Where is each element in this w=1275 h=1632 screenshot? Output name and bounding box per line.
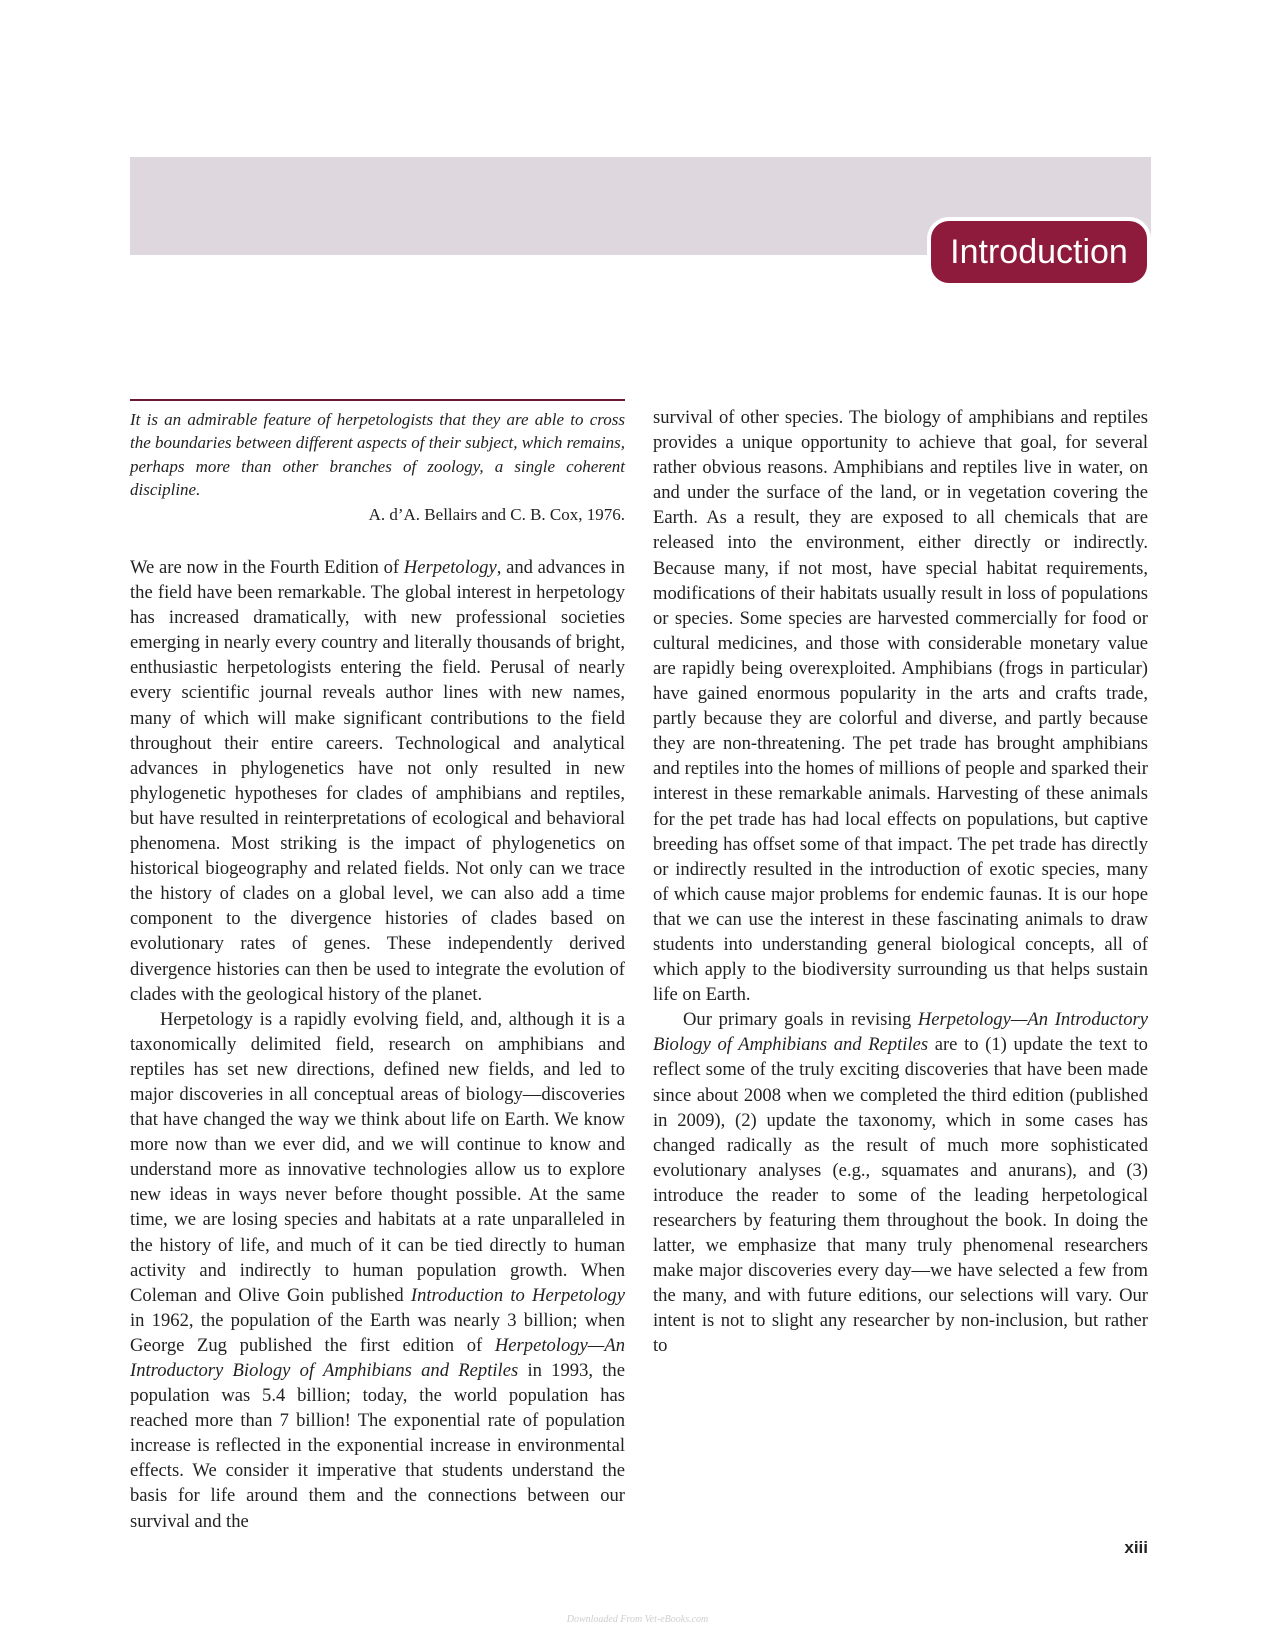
paragraph-3: Our primary goals in revising Herpetology—An Introductory Biology of Amphibians and Reptiles are to (1) update the text to reflect some of the truly exciting discoveries that have been made since about 2008 when we completed the third edition (published in 2009), (2) update the taxonomy, which in some cases has changed radically as the result of much more sophisticated evolutionary analyses (e.g., squamates and anurans), and (3) introduce the reader to some of the leading herpetological researchers by featuring them throughout the book. In doing the latter, we emphasize that many truly phenomenal researchers make major discoveries every day—we have selected a few from the many, and with future editions, our selections will vary. Our intent is not to slight any researcher by non-inclusion, but rather to: [653, 1009, 1148, 1357]
watermark: Downloaded From Vet-eBooks.com: [566, 1614, 709, 1625]
chapter-title: Introduction: [927, 217, 1151, 287]
paragraph-2-continued: survival of other species. The biology of amphibians and reptiles provides a unique opportunity to achieve that goal, for several rather obvious reasons. Amphibians and reptiles live in water, on and under the surface of the land, or in vegetation covering the Earth. As a result, they are exposed to all chemicals that are released into the environment, either directly or indirectly. Because many, if not most, have special habitat requirements, modifications of their habitats usually result in loss of populations or species. Some species are harvested commercially for food or cultural medicines, and those with considerable monetary value are rapidly being overexploited. Amphibians (frogs in particular) have gained enormous popularity in the arts and crafts trade, partly because they are colorful and diverse, and partly because they are non-threatening. The pet trade has brought amphibians and reptiles into the homes of millions of people and sparked their interest in these remarkable animals. Harvesting of these animals for the pet trade has had local effects on populations, but captive breeding has offset some of that impact. The pet trade has directly or indirectly resulted in the introduction of exotic species, many of which cause major problems for endemic faunas. It is our hope that we can use the interest in these fascinating animals to draw students into understanding general biological concepts, all of which apply to the biodiversity surrounding us that helps sustain life on Earth.: [653, 407, 1148, 1006]
text-column-right: [653, 405, 1148, 1359]
paragraph-2: Herpetology is a rapidly evolving field, and, although it is a taxonomically delimited field, research on amphibians and reptiles has set new directions, defined new fields, and led to major discoveries in all conceptual areas of biology—discoveries that have changed the way we think about life on Earth. We know more now than we ever did, and we will continue to know and understand more as innovative technologies allow us to explore new ideas in ways never before thought possible. At the same time, we are losing species and habitats at a rate unparalleled in the history of life, and much of it can be tied directly to human activity and indirectly to human population growth. When Coleman and Olive Goin published Introduction to Herpetology in 1962, the population of the Earth was nearly 3 billion; when George Zug published the first edition of Herpetology—An Introductory Biology of Amphibians and Reptiles in 1993, the population was 5.4 billion; today, the world population has reached more than 7 billion! The exponential rate of population increase is reflected in the exponential increase in environmental effects. We consider it imperative that students understand the basis for life around them and the connections between our survival and the: [130, 1008, 625, 1532]
epigraph-attribution: A. d’A. Bellairs and C. B. Cox, 1976.: [368, 505, 625, 525]
epigraph: [130, 399, 625, 526]
text-column-left: [130, 555, 625, 1534]
page-number: xiii: [1124, 1538, 1148, 1557]
epigraph-quote: It is an admirable feature of herpetologists that they are able to cross the boundaries between different aspects of their subject, which remains, perhaps more than other branches of zoology, a single coherent discipline.: [130, 410, 625, 499]
paragraph-1: We are now in the Fourth Edition of Herpetology, and advances in the field have been remarkable. The global interest in herpetology has increased dramatically, with new professional societies emerging in nearly every country and literally thousands of bright, enthusiastic herpetologists entering the field. Perusal of nearly every scientific journal reveals author lines with new names, many of which will make significant contributions to the field throughout their entire careers. Technological and analytical advances in phylogenetics have not only resulted in new phylogenetic hypotheses for clades of amphibians and reptiles, but have resulted in reinterpretations of ecological and behavioral phenomena. Most striking is the impact of phylogenetics on historical biogeography and related fields. Not only can we trace the history of clades on a global level, we can also add a time component to the divergence histories of clades based on evolutionary rates of genes. These independently derived divergence histories can then be used to integrate the evolution of clades with the geological history of the planet.: [130, 557, 625, 1005]
